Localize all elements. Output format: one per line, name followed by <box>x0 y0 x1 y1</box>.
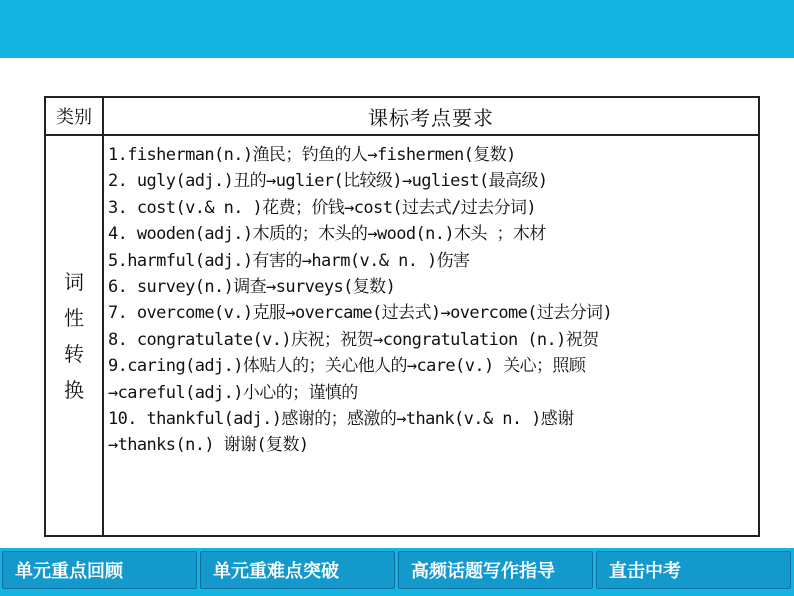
requirement-line: 5.harmful(adj.)有害的→harm(v.& n. )伤害 <box>108 250 470 271</box>
requirement-line: →thanks(n.) 谢谢(复数) <box>108 435 309 456</box>
writing-guide-button[interactable]: 高频话题写作指导 <box>398 551 593 589</box>
requirement-line: 4. wooden(adj.)木质的；木头的→wood(n.)木头 ；木材 <box>108 224 546 245</box>
header-requirement: 课标考点要求 <box>368 105 494 130</box>
requirement-line: 1.fisherman(n.)渔民；钓鱼的人→fishermen(复数) <box>108 145 516 165</box>
requirement-line: 6. survey(n.)调查→surveys(复数) <box>108 277 396 298</box>
requirement-line: →careful(adj.)小心的；谨慎的 <box>108 382 358 403</box>
category-char: 换 <box>64 377 84 402</box>
category-char: 词 <box>64 269 84 294</box>
exam-button[interactable]: 直击中考 <box>596 551 791 589</box>
category-cell <box>46 136 102 535</box>
requirement-line: 10. thankful(adj.)感谢的；感激的→thank(v.& n. )感谢 <box>108 409 574 430</box>
requirement-line: 7. overcome(v.)克服→overcame(过去式)→overcome(过去分词) <box>108 303 613 324</box>
requirement-list <box>108 142 754 459</box>
content-table <box>44 96 760 537</box>
category-char: 性 <box>64 305 84 330</box>
requirement-line: 9.caring(adj.)体贴人的；关心他人的→care(v.) 关心；照顾 <box>108 356 586 377</box>
unit-review-button[interactable]: 单元重点回顾 <box>2 551 197 589</box>
requirement-line: 2. ugly(adj.)丑的→uglier(比较级)→ugliest(最高级) <box>108 171 548 192</box>
column-divider <box>102 98 104 535</box>
requirement-line: 3. cost(v.& n. )花费；价钱→cost(过去式/过去分词) <box>108 197 537 218</box>
header-category: 类别 <box>56 107 92 128</box>
requirement-line: 8. congratulate(v.)庆祝；祝贺→congratulation (n.)祝贺 <box>108 329 599 350</box>
top-banner <box>0 0 794 58</box>
category-char: 转 <box>64 341 84 366</box>
key-difficulties-button[interactable]: 单元重难点突破 <box>200 551 395 589</box>
